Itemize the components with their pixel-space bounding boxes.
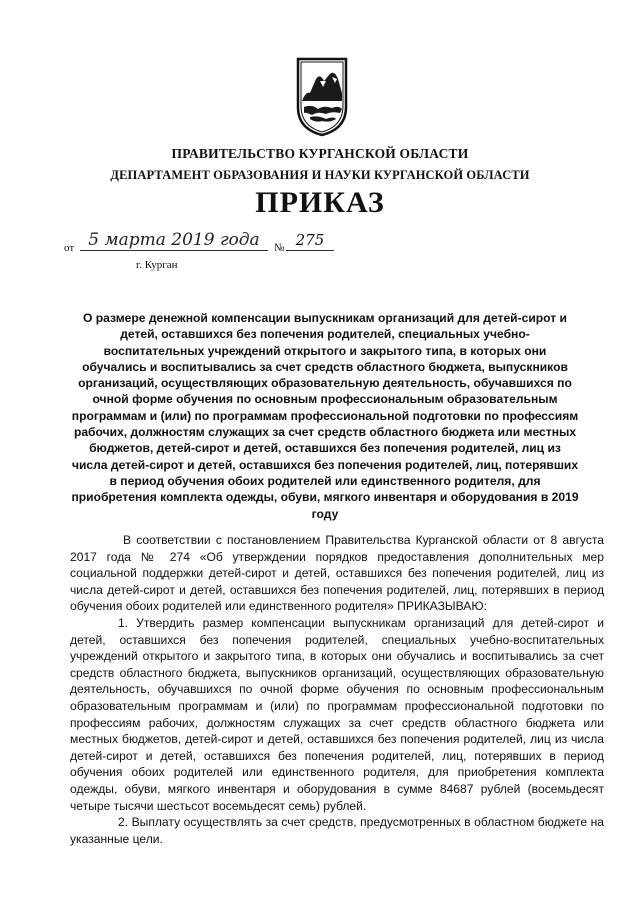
date-prefix: от <box>64 242 75 254</box>
handwritten-date: 5 марта 2019 года <box>80 230 268 251</box>
coat-of-arms-icon <box>296 57 348 137</box>
government-name: ПРАВИТЕЛЬСТВО КУРГАНСКОЙ ОБЛАСТИ <box>171 146 469 161</box>
item-1-paragraph: 1. Утвердить размер компенсации выпускникам организаций для детей-сирот и детей, оставшихся без попечения родителей, специальных учебно-воспитательных учреждений открытого и закрытого типа, в которых они обучались и воспитывались за счет средств областного бюджета, выпускников организаций, осуществляющих образовательную деятельность, обучавшихся по очной форме обучения по основным профессиональным образовательным программам и (или) по программам профессиональной подготовки по профессиям рабочих, должностям служащих за счет средств областного бюджета или местных бюджетов, детей-сирот и детей, оставшихся без попечения родителей, лиц из числа детей-сирот и детей, оставшихся без попечения родителей, лиц, потерявших в период обучения обоих родителей или единственного родителя, для приобретения комплекта одежды, обуви, мягкого инвентаря и оборудования в сумме 84687 рублей (восемьдесят четыре тысячи шестьсот восемьдесят семь) рублей. <box>70 615 604 813</box>
department-name: ДЕПАРТАМЕНТ ОБРАЗОВАНИЯ И НАУКИ КУРГАНСКОЙ ОБЛАСТИ <box>110 168 530 182</box>
number-prefix: № <box>274 242 285 254</box>
preamble-paragraph: В соответствии с постановлением Правительства Курганской области от 8 августа 2017 года № 274 «Об утверждении порядков предоставления дополнительных мер социальной поддержки детей-сирот и детей, оставшихся без попечения родителей, лиц из числа детей-сирот и детей, оставшихся без попечения родителей, лиц, потерявших в период обучения обоих родителей или единственного родителя» ПРИКАЗЫВАЮ: <box>70 533 604 614</box>
order-body <box>70 532 604 847</box>
handwritten-number: 275 <box>286 230 334 251</box>
document-type-title: ПРИКАЗ <box>255 186 385 219</box>
order-subject: О размере денежной компенсации выпускникам организаций для детей-сирот и детей, оставшихся без попечения родителей, специальных учебно-воспитательных учреждений открытого и закрытого типа, в которых они обучались и воспитывались за счет средств областного бюджета, выпускников организаций, осуществляющих образовательную деятельность, обучавшихся по очной форме обучения по основным профессиональным образовательным программам и (или) по программам профессиональной подготовки по профессиям рабочих, должностям служащих за счет средств областного бюджета или местных бюджетов, детей-сирот и детей, оставшихся без попечения родителей, лиц из числа детей-сирот и детей, оставшихся без попечения родителей, лиц, потерявших в период обучения обоих родителей или единственного родителя, для приобретения комплекта одежды, обуви, мягкого инвентаря и оборудования в 2019 году <box>71 311 579 521</box>
item-2-paragraph: 2. Выплату осуществлять за счет средств, предусмотренных в областном бюджете на указанные цели. <box>70 815 604 846</box>
city-label: г. Курган <box>136 259 178 271</box>
